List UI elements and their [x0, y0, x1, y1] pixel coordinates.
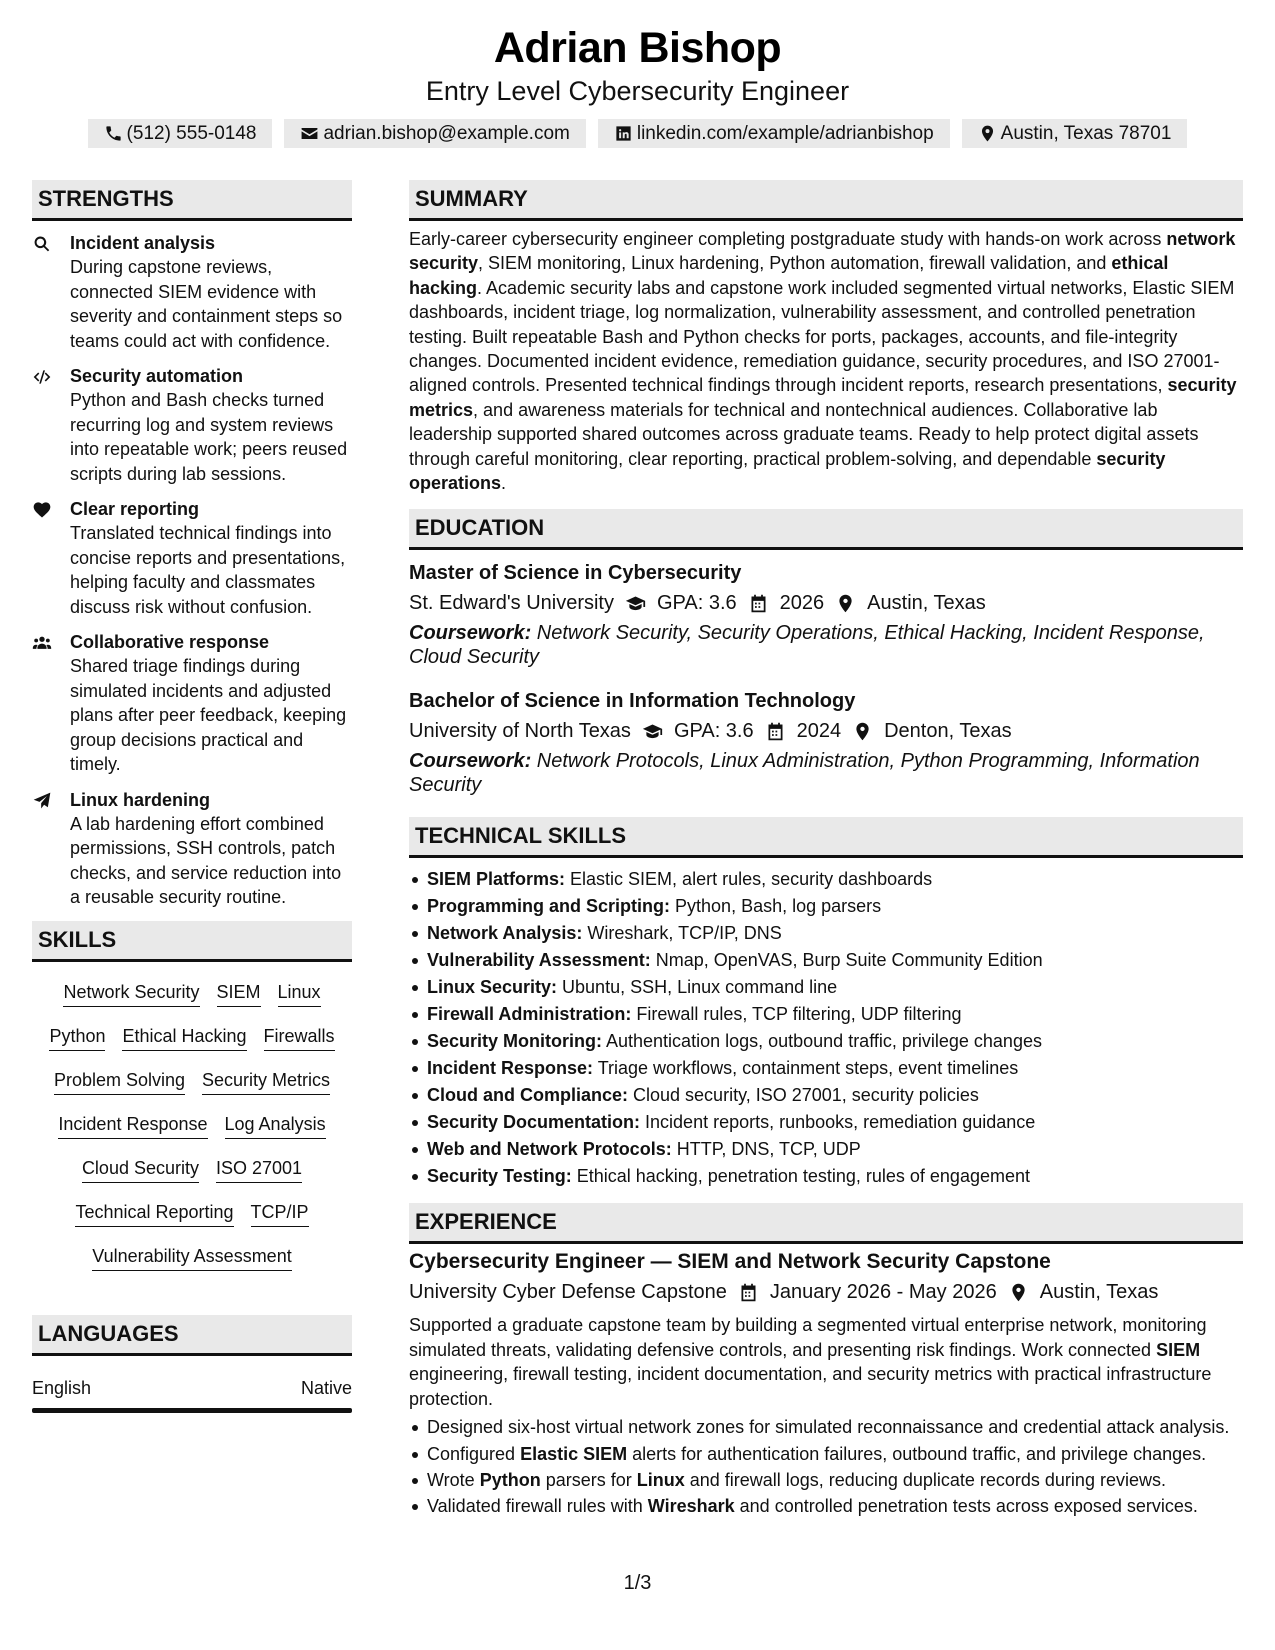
text-run: Validated firewall rules with — [427, 1496, 648, 1517]
technical-skill-item — [409, 1028, 1243, 1055]
skill-tag: Vulnerability Assessment — [92, 1244, 291, 1271]
technical-skill-label: Web and Network Protocols: — [427, 1139, 672, 1160]
strength-item — [32, 231, 352, 353]
technical-skill-value: Python, Bash, log parsers — [670, 896, 882, 917]
skill-tag: TCP/IP — [251, 1200, 309, 1227]
technical-skill-item — [409, 1163, 1243, 1190]
technical-skill-label: Security Documentation: — [427, 1112, 641, 1133]
skill-tag: Problem Solving — [54, 1068, 185, 1095]
technical-skills-heading: TECHNICAL SKILLS — [409, 817, 1243, 858]
text-run: Supported a graduate capstone team by building a segmented virtual enterprise network, monitoring simulated threats, validating defensive controls, and presenting risk findings. Work connected — [409, 1315, 1207, 1360]
text-run: . — [501, 473, 507, 494]
strengths-list — [32, 231, 352, 910]
technical-skill-label: Linux Security: — [427, 977, 558, 998]
degree-title: Bachelor of Science in Information Technology — [409, 690, 856, 713]
contact-location — [962, 119, 1188, 148]
language-name: English — [32, 1377, 92, 1398]
experience-meta — [409, 1278, 1243, 1306]
education-heading: EDUCATION — [409, 509, 1243, 550]
job-location: Austin, Texas — [1039, 1281, 1159, 1304]
calendar-icon — [765, 721, 786, 742]
gpa: GPA: 3.6 — [657, 592, 737, 615]
contact-phone-text: (512) 555-0148 — [126, 122, 257, 144]
emphasis-text: ethical hacking — [409, 253, 1169, 298]
emphasis-text: security operations — [409, 448, 1166, 494]
skill-tag: Ethical Hacking — [122, 1024, 246, 1051]
technical-skill-item — [409, 947, 1243, 974]
users-icon — [32, 633, 52, 653]
technical-skill-item — [409, 1082, 1243, 1109]
education-meta — [409, 589, 1243, 617]
strength-desc: Python and Bash checks turned recurring log and system reviews into repeatable work; peers reused scripts during lab sessions. — [70, 390, 348, 484]
skill-tag: Log Analysis — [225, 1112, 326, 1139]
job-dates: January 2026 - May 2026 — [769, 1281, 997, 1304]
text-run: , and awareness materials for technical and nontechnical audiences. Collaborative lab leadership supported shared outcomes across graduate teams. Ready to help protect digital assets through careful monitoring, clear reporting, practical problem-solving, and dependable — [409, 399, 1199, 469]
graduation-year: 2026 — [779, 592, 825, 615]
paper-plane-icon — [32, 791, 52, 811]
school-name: St. Edward's University — [409, 592, 614, 615]
technical-skill-value: HTTP, DNS, TCP, UDP — [671, 1139, 861, 1160]
strength-title: Collaborative response — [70, 632, 270, 652]
school-location: Austin, Texas — [867, 592, 986, 615]
experience-bullets — [409, 1415, 1243, 1519]
experience-bullet — [409, 1415, 1243, 1439]
experience-bullet — [409, 1442, 1243, 1466]
strength-item — [32, 788, 352, 910]
skill-tag: Network Security — [63, 980, 199, 1007]
contact-email-text: adrian.bishop@example.com — [323, 122, 570, 144]
summary-heading: SUMMARY — [409, 180, 1243, 221]
strength-desc: Shared triage findings during simulated incidents and adjusted plans after peer feedback, keeping group decisions practical and timely. — [70, 656, 347, 774]
candidate-title: Entry Level Cybersecurity Engineer — [425, 76, 850, 106]
text-run: Wrote — [427, 1469, 480, 1490]
technical-skill-item — [409, 920, 1243, 947]
strength-desc: During capstone reviews, connected SIEM evidence with severity and containment steps so teams could act with confidence. — [70, 257, 343, 351]
contact-phone[interactable] — [88, 119, 273, 148]
heart-icon — [32, 500, 52, 520]
phone-icon — [104, 124, 123, 143]
school-name: University of North Texas — [409, 720, 631, 743]
skills-heading: SKILLS — [32, 921, 352, 962]
left-column — [32, 180, 352, 1413]
emphasis-text: SIEM — [1156, 1339, 1201, 1360]
skill-tag: Linux — [278, 980, 321, 1007]
school-location: Denton, Texas — [884, 720, 1012, 743]
text-run: . Academic security labs and capstone work included segmented virtual networks, Elastic SIEM dashboards, incident triage, log normalization, vulnerability assessment, and controlled penetration testing. Built repeatable Bash and Python checks for ports, packages, accounts, and file-integrity changes. Documented incident evidence, remediation guidance, security procedures, and ISO 27001-aligned controls. Presented technical findings through incident reports, research presentations, — [409, 277, 1235, 396]
emphasis-text: Linux — [636, 1469, 685, 1490]
technical-skill-label: SIEM Platforms: — [427, 869, 566, 890]
graduation-cap-icon — [625, 593, 646, 614]
gpa: GPA: 3.6 — [673, 720, 754, 743]
strength-item — [32, 497, 352, 619]
map-pin-icon — [852, 721, 873, 742]
language-row — [32, 1376, 352, 1400]
technical-skill-value: Firewall rules, TCP filtering, UDP filtering — [631, 1004, 962, 1025]
language-proficiency-bar — [32, 1408, 352, 1413]
technical-skill-item — [409, 1055, 1243, 1082]
technical-skill-item — [409, 1001, 1243, 1028]
text-run: engineering, firewall testing, incident documentation, and security metrics with practical infrastructure protection. — [409, 1364, 1212, 1409]
technical-skill-label: Programming and Scripting: — [427, 896, 671, 917]
technical-skill-label: Vulnerability Assessment: — [427, 950, 651, 971]
emphasis-text: security metrics — [409, 375, 1237, 420]
coursework-list: Network Security, Security Operations, Ethical Hacking, Incident Response, Cloud Security — [409, 622, 1205, 669]
strength-desc: A lab hardening effort combined permissions, SSH controls, patch checks, and service reduction into a reusable security routine. — [70, 813, 342, 907]
linkedin-icon — [614, 124, 633, 143]
skill-tag: ISO 27001 — [216, 1156, 302, 1183]
strength-title: Security automation — [70, 366, 244, 386]
magnifier-icon — [32, 234, 52, 254]
technical-skill-label: Security Monitoring: — [427, 1031, 602, 1052]
strength-item — [32, 364, 352, 486]
contact-email[interactable] — [284, 119, 585, 148]
languages-heading: LANGUAGES — [32, 1315, 352, 1356]
technical-skill-item — [409, 1136, 1243, 1163]
job-title: Cybersecurity Engineer — SIEM and Network Security Capstone — [409, 1250, 1051, 1274]
candidate-name: Adrian Bishop — [493, 24, 782, 72]
skill-tag: Python — [49, 1024, 105, 1051]
emphasis-text: Elastic SIEM — [520, 1443, 628, 1464]
strength-title: Linux hardening — [70, 789, 211, 810]
graduation-year: 2024 — [796, 720, 842, 743]
resume-header — [0, 22, 1275, 148]
experience-bullet — [409, 1494, 1243, 1518]
skill-tag: Technical Reporting — [75, 1200, 233, 1227]
technical-skill-label: Firewall Administration: — [427, 1004, 632, 1025]
contact-bar — [0, 119, 1275, 148]
contact-linkedin[interactable] — [598, 119, 950, 148]
education-meta — [409, 717, 1243, 745]
skill-tag: Firewalls — [264, 1024, 335, 1051]
skill-tag: Security Metrics — [202, 1068, 330, 1095]
coursework-label: Coursework: — [409, 750, 532, 773]
technical-skill-item — [409, 893, 1243, 920]
technical-skill-value: Authentication logs, outbound traffic, privilege changes — [602, 1031, 1042, 1052]
experience-heading: EXPERIENCE — [409, 1203, 1243, 1244]
strength-desc: Translated technical findings into concise reports and presentations, helping faculty and classmates discuss risk without confusion. — [70, 523, 346, 617]
technical-skill-item — [409, 974, 1243, 1001]
emphasis-text: network security — [409, 229, 1236, 274]
skill-tag: Incident Response — [58, 1112, 207, 1139]
contact-location-text: Austin, Texas 78701 — [1000, 122, 1172, 144]
technical-skill-value: Elastic SIEM, alert rules, security dashboards — [565, 869, 933, 890]
strength-title: Incident analysis — [70, 233, 216, 253]
text-run: Designed six-host virtual network zones for simulated reconnaissance and credential attack analysis. — [427, 1417, 1230, 1438]
map-pin-icon — [978, 124, 997, 143]
emphasis-text: Python — [479, 1469, 541, 1490]
experience-bullet — [409, 1468, 1243, 1492]
strength-title: Clear reporting — [70, 499, 200, 519]
technical-skill-label: Incident Response: — [427, 1058, 594, 1079]
technical-skill-value: Ubuntu, SSH, Linux command line — [557, 977, 838, 998]
text-run: , SIEM monitoring, Linux hardening, Python automation, firewall validation, and — [478, 253, 1112, 274]
technical-skill-label: Security Testing: — [427, 1166, 572, 1187]
calendar-icon — [738, 1282, 759, 1303]
text-run: alerts for authentication failures, outbound traffic, and privilege changes. — [627, 1443, 1207, 1464]
technical-skills-list — [409, 866, 1243, 1190]
technical-skill-value: Cloud security, ISO 27001, security policies — [628, 1085, 979, 1106]
coursework — [409, 621, 1243, 669]
technical-skill-label: Cloud and Compliance: — [427, 1085, 629, 1106]
summary-text — [409, 227, 1243, 495]
right-column — [409, 180, 1243, 1521]
technical-skill-item — [409, 1109, 1243, 1136]
degree-title: Master of Science in Cybersecurity — [409, 562, 742, 585]
strength-item — [32, 630, 352, 777]
skill-tag: SIEM — [217, 980, 261, 1007]
technical-skill-item — [409, 866, 1243, 893]
text-run: and firewall logs, reducing duplicate records during reviews. — [684, 1469, 1166, 1490]
text-run: parsers for — [540, 1469, 637, 1490]
technical-skill-value: Ethical hacking, penetration testing, rules of engagement — [571, 1166, 1030, 1187]
map-pin-icon — [1008, 1282, 1029, 1303]
coursework — [409, 749, 1243, 797]
strengths-heading: STRENGTHS — [32, 180, 352, 221]
skill-tags — [32, 962, 352, 1271]
language-level: Native — [300, 1377, 352, 1398]
contact-linkedin-text: linkedin.com/example/adrianbishop — [636, 122, 934, 144]
calendar-icon — [748, 593, 769, 614]
technical-skill-value: Nmap, OpenVAS, Burp Suite Community Edition — [650, 950, 1043, 971]
graduation-cap-icon — [642, 721, 663, 742]
technical-skill-value: Triage workflows, containment steps, event timelines — [593, 1058, 1019, 1079]
technical-skill-value: Incident reports, runbooks, remediation guidance — [640, 1112, 1036, 1133]
experience-summary — [409, 1313, 1243, 1411]
envelope-icon — [300, 124, 319, 143]
text-run: and controlled penetration tests across exposed services. — [734, 1496, 1198, 1517]
emphasis-text: Wireshark — [647, 1496, 735, 1517]
technical-skill-label: Network Analysis: — [427, 923, 583, 944]
education-entry — [409, 560, 1243, 669]
text-run: Early-career cybersecurity engineer completing postgraduate study with hands-on work across — [409, 229, 1167, 249]
education-entry — [409, 688, 1243, 797]
coursework-list: Network Protocols, Linux Administration, Python Programming, Information Security — [409, 750, 1200, 797]
code-icon — [32, 367, 52, 387]
page-number: 1/3 — [623, 1572, 652, 1594]
text-run: Configured — [427, 1443, 521, 1464]
skill-tag: Cloud Security — [82, 1156, 199, 1183]
organization: University Cyber Defense Capstone — [409, 1281, 727, 1304]
coursework-label: Coursework: — [409, 622, 532, 645]
map-pin-icon — [835, 593, 856, 614]
technical-skill-value: Wireshark, TCP/IP, DNS — [582, 923, 782, 944]
